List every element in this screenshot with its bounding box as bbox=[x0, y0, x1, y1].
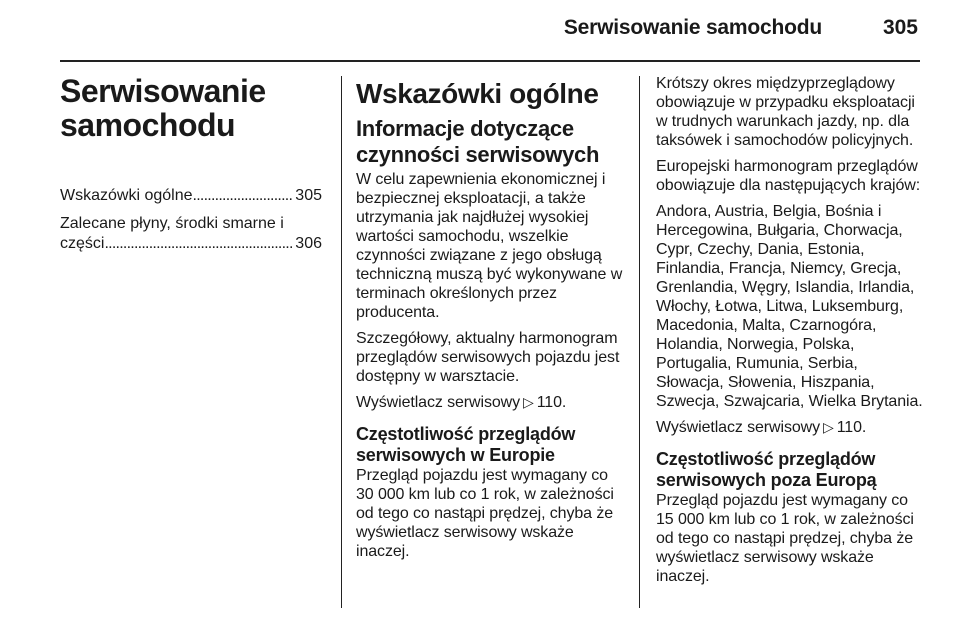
body-paragraph: Przegląd pojazdu jest wymagany co 30 000 km lub co 1 rok, w zależności od tego co nastąpi prędzej, chyba że wyświetlacz serwisowy wskaże inaczej. bbox=[356, 467, 614, 560]
body-paragraph: Europejski harmonogram przeglądów obowiązuje dla następujących krajów: bbox=[656, 158, 921, 194]
toc-entry-label-line2: części bbox=[60, 235, 105, 252]
body-paragraph: Przegląd pojazdu jest wymagany co 15 000 km lub co 1 rok, w zależności od tego co nastąpi prędzej, chyba że wyświetlacz serwisowy wskaże inaczej. bbox=[656, 492, 914, 585]
toc-leader-dots bbox=[104, 234, 293, 254]
cross-reference-text: Wyświetlacz serwisowy bbox=[656, 419, 821, 436]
header-rule bbox=[60, 60, 920, 62]
column-divider-left bbox=[341, 76, 342, 608]
toc-entry-label: Wskazówki ogólne bbox=[60, 187, 193, 204]
toc-entry[interactable] bbox=[60, 214, 322, 254]
column-divider-right bbox=[639, 76, 640, 608]
section-heading: Wskazówki ogólne bbox=[356, 78, 599, 109]
cross-reference-page: 110. bbox=[836, 419, 867, 436]
toc-entry-label-line1: Zalecane płyny, środki smarne i bbox=[60, 215, 284, 232]
toc-entry-page: 306 bbox=[295, 235, 322, 252]
body-paragraph: Szczegółowy, aktualny harmonogram przeglądów serwisowych pojazdu jest dostępny w warsztacie. bbox=[356, 330, 620, 385]
body-paragraph: W celu zapewnienia ekonomicznej i bezpiecznej eksploatacji, a także utrzymania jak najdłużej wysokiej wartości samochodu, wszelkie czynności związane z jego obsługą techniczną muszą być wykonywane w terminach określonych przez producenta. bbox=[356, 171, 623, 321]
toc-leader-dots bbox=[193, 186, 294, 206]
cross-reference-text: Wyświetlacz serwisowy bbox=[356, 394, 521, 411]
country-list: Andora, Austria, Belgia, Bośnia i Hercegowina, Bułgaria, Chorwacja, Cypr, Czechy, Dania, Estonia, Finlandia, Francja, Niemcy, Grecja, Grenlandia, Węgry, Islandia, Irlandia, Włochy, Łotwa, Litwa, Luksemburg, Macedonia, Malta, Czarnogóra, Holandia, Norwegia, Polska, Portugalia, Rumunia, Serbia, Słowacja, Słowenia, Hiszpania, Szwecja, Szwajcaria, Wielka Brytania. bbox=[656, 203, 923, 410]
subsection-heading: Informacje dotyczące czynności serwisowych bbox=[356, 116, 600, 167]
cross-reference-page: 110. bbox=[536, 394, 567, 411]
chapter-title: Serwisowanie samochodu bbox=[60, 73, 266, 143]
page-number: 305 bbox=[882, 16, 918, 39]
cross-reference[interactable] bbox=[356, 393, 624, 412]
toc-entry[interactable] bbox=[60, 186, 322, 206]
cross-reference[interactable] bbox=[656, 418, 926, 437]
body-paragraph: Krótszy okres międzyprzeglądowy obowiązuje w przypadku eksploatacji w trudnych warunkach jazdy, np. dla taksówek i samochodów policyjnych. bbox=[656, 75, 915, 149]
reference-arrow-icon: ▷ bbox=[523, 394, 534, 410]
reference-arrow-icon: ▷ bbox=[823, 419, 834, 435]
page-header-title: Serwisowanie samochodu bbox=[563, 16, 822, 39]
toc-entry-page: 305 bbox=[295, 187, 322, 204]
content-column-middle bbox=[356, 74, 624, 568]
subsection-heading: Częstotliwość przeglądów serwisowych w Europie bbox=[356, 424, 576, 465]
subsection-heading: Częstotliwość przeglądów serwisowych poza Europą bbox=[656, 449, 877, 490]
content-column-right bbox=[656, 74, 926, 593]
chapter-toc-column bbox=[60, 74, 322, 262]
